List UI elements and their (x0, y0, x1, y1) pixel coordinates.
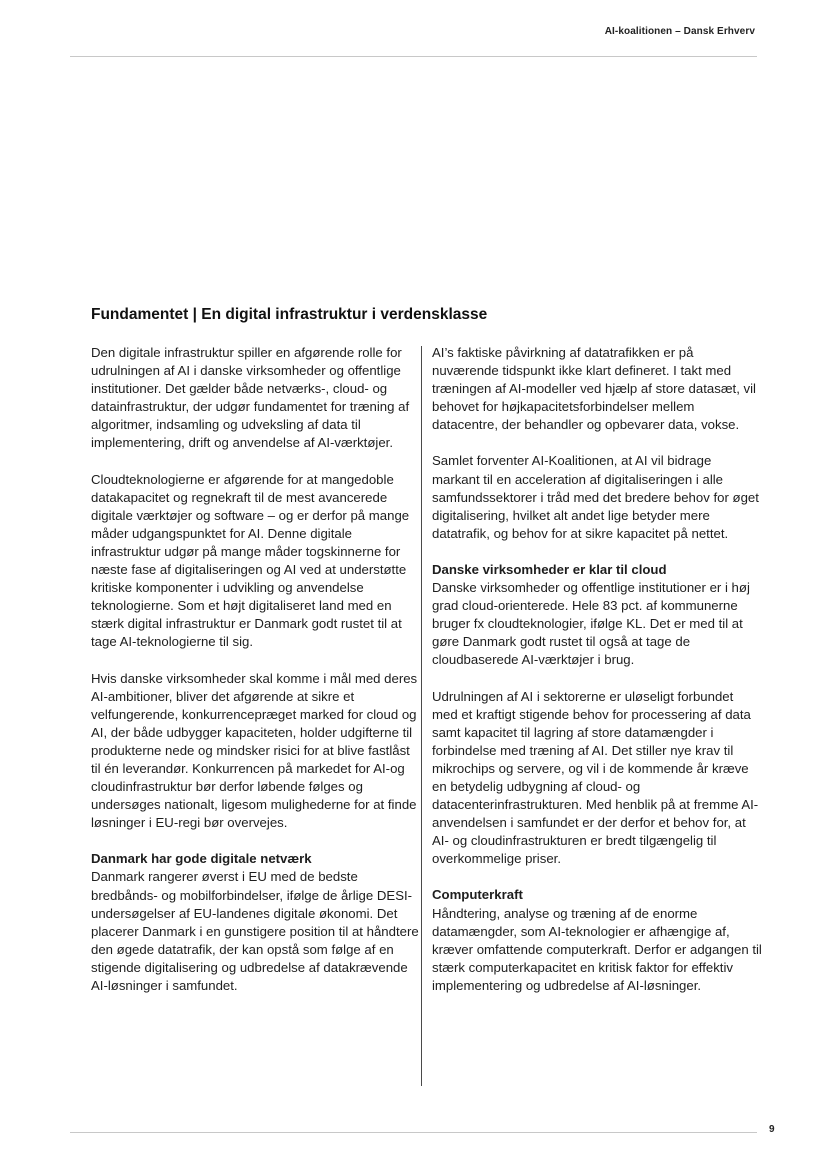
footer-rule (70, 1132, 757, 1133)
subheading-computing-power: Computerkraft (432, 887, 523, 903)
running-header: AI-koalitionen – Dansk Erhverv (604, 26, 755, 37)
paragraph: Udrulningen af AI i sektorerne er uløseligt forbundet med et kraftigt stigende behov for processering af data samt kapacitet til lagring af store datamængder i forbindelse med træning af AI. Det stiller nye krav til mikrochips og servere, og vil i de kommende år kræve en betydelig udbygning af cloud- og datacenterinfrastrukturen. Med henblik på at fremme AI-anvendelsen i samfundet er der derfor et behov for, at AI- og cloudinfrastrukturen er bredt tilgængelig til overkommelige priser. (432, 688, 759, 867)
paragraph: Cloudteknologierne er afgørende for at mangedoble datakapacitet og regnekraft til de mest avancerede digitale værktøjer og software – og er derfor på mange måder udgangspunktet for AI. Denne digitale infrastruktur udgør på mange måder togskinnerne for næste fase af digitaliseringen og AI ved at understøtte kritiske komponenter i udvikling og anvendelse teknologierne. Som et højt digitaliseret land med en stærk digital infrastruktur er Danmark godt rustet til at tage AI-teknologierne til sig. (91, 471, 410, 650)
paragraph: Hvis danske virksomheder skal komme i mål med deres AI-ambitioner, bliver det afgørende at sikre et velfungerende, konkurrencepræget marked for cloud og AI, der både udbygger kapaciteten, holder udgifterne til produkterne nede og mindsker risici for at blive fastlåst til én leverandør. Konkurrencen på markedet for AI-og cloudinfrastruktur bør derfor løbende følges og undersøges nationalt, ligesom mulighederne for at finde løsninger i EU-regi bør overvejes. (91, 670, 418, 831)
right-column (432, 344, 762, 995)
header-rule (70, 56, 757, 57)
paragraph: Danske virksomheder og offentlige institutioner er i høj grad cloud-orienterede. Hele 83 pct. af kommunerne bruger fx cloudteknologier, ifølge KL. Det er med til at gøre Danmark godt rustet til også at tage de cloudbaserede AI-værktøjer i brug. (432, 580, 750, 668)
paragraph: Samlet forventer AI-Koalitionen, at AI vil bidrage markant til en acceleration af digitaliseringen i alle samfundssektorer i tråd med det bredere behov for øget digitalisering, hvilket alt andet lige betyder mere datatrafik, og behov for at sikre kapacitet på nettet. (432, 453, 759, 541)
paragraph: Den digitale infrastruktur spiller en afgørende rolle for udrulningen af AI i danske virksomheder og offentlige institutioner. Det gælder både netværks-, cloud- og datainfrastruktur, der udgør fundamentet for træning af algoritmer, indsamling og udveksling af data til implementering, drift og anvendelse af AI-værktøjer. (91, 345, 410, 451)
subheading-cloud-ready: Danske virksomheder er klar til cloud (432, 561, 667, 577)
subheading-digital-networks: Danmark har gode digitale netværk (91, 851, 312, 867)
left-column (91, 344, 421, 995)
section-title: Fundamentet | En digital infrastruktur i verdensklasse (91, 306, 488, 323)
paragraph: Håndtering, analyse og træning af de enorme datamængder, som AI-teknologier er afhængige af, kræver omfattende computerkraft. Derfor er adgangen til stærk computerkapacitet en kritisk faktor for effektiv implementering og udbredelse af AI-løsninger. (432, 905, 762, 993)
column-divider (421, 346, 422, 1086)
paragraph: AI’s faktiske påvirkning af datatrafikken er på nuværende tidspunkt ikke klart defineret. I takt med træningen af AI-modeller ved hjælp af store datasæt, vil behovet for højkapacitetsforbindelser mellem datacentre, der behandler og opbevarer data, vokse. (432, 345, 756, 433)
page-number: 9 (769, 1124, 775, 1135)
paragraph: Danmark rangerer øverst i EU med de bedste bredbånds- og mobilforbindelser, ifølge de årlige DESI-undersøgelser af EU-landenes digitale økonomi. Det placerer Danmark i en gunstigere position til at håndtere den øgede datatrafik, der kan opstå som følge af en stigende digitalisering og udbredelse af datakrævende AI-løsninger i samfundet. (91, 869, 419, 993)
